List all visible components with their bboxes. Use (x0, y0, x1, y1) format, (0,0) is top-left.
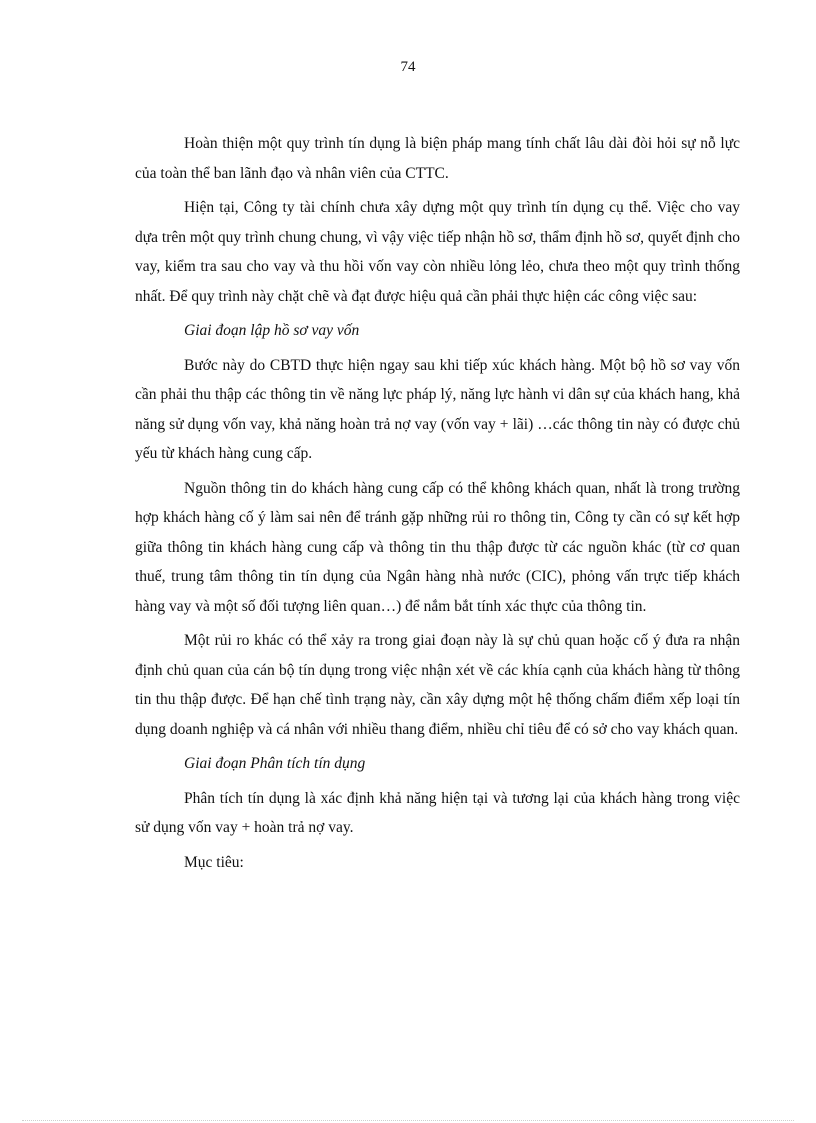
page-bottom-divider (22, 1120, 794, 1121)
paragraph-objectives: Mục tiêu: (184, 853, 244, 871)
document-body (135, 129, 740, 882)
paragraph-current-state: Hiện tại, Công ty tài chính chưa xây dựng một quy trình tín dụng cụ thể. Việc cho vay dựa trên một quy trình chung chung, vì vậy việc tiếp nhận hồ sơ, thẩm định hồ sơ, quyết định cho vay, kiểm tra sau cho vay và thu hồi vốn vay còn nhiều lỏng lẻo, chưa theo một quy trình thống nhất. Để quy trình này chặt chẽ và đạt được hiệu quả cần phải thực hiện các công việc sau: (135, 199, 740, 305)
paragraph-subjective-risk: Một rủi ro khác có thể xảy ra trong giai đoạn này là sự chủ quan hoặc cố ý đưa ra nhận định chủ quan của cán bộ tín dụng trong việc nhận xét về các khía cạnh của khách hàng từ thông tin thu thập được. Để hạn chế tình trạng này, cần xây dựng một hệ thống chấm điểm xếp loại tín dụng doanh nghiệp và cá nhân với nhiều thang điểm, nhiều chỉ tiêu để có sở cho vay khách quan. (135, 632, 740, 738)
paragraph-information-sources: Nguồn thông tin do khách hàng cung cấp có thể không khách quan, nhất là trong trường hợp khách hàng cố ý làm sai nên để tránh gặp những rủi ro thông tin, Công ty cần có sự kết hợp giữa thông tin khách hàng cung cấp và thông tin thu thập được từ các nguồn khác (từ cơ quan thuế, trung tâm thông tin tín dụng của Ngân hàng nhà nước (CIC), phỏng vấn trực tiếp khách hàng vay và một số đối tượng liên quan…) để nắm bắt tính xác thực của thông tin. (135, 479, 740, 615)
section-heading-loan-application: Giai đoạn lập hồ sơ vay vốn (184, 322, 360, 339)
paragraph-credit-analysis: Phân tích tín dụng là xác định khả năng hiện tại và tương lại của khách hàng trong việc sử dụng vốn vay + hoàn trả nợ vay. (135, 789, 740, 836)
paragraph-cbtd-step: Bước này do CBTD thực hiện ngay sau khi tiếp xúc khách hàng. Một bộ hồ sơ vay vốn cần phải thu thập các thông tin về năng lực pháp lý, năng lực hành vi dân sự của khách hang, khả năng sử dụng vốn vay, khả năng hoàn trả nợ vay (vốn vay + lãi) …các thông tin này có được chủ yếu từ khách hàng cung cấp. (135, 356, 740, 462)
page-number: 74 (400, 59, 416, 75)
section-heading-credit-analysis: Giai đoạn Phân tích tín dụng (184, 755, 366, 772)
paragraph-intro: Hoàn thiện một quy trình tín dụng là biện pháp mang tính chất lâu dài đòi hỏi sự nỗ lực của toàn thể ban lãnh đạo và nhân viên của CTTC. (135, 135, 740, 182)
